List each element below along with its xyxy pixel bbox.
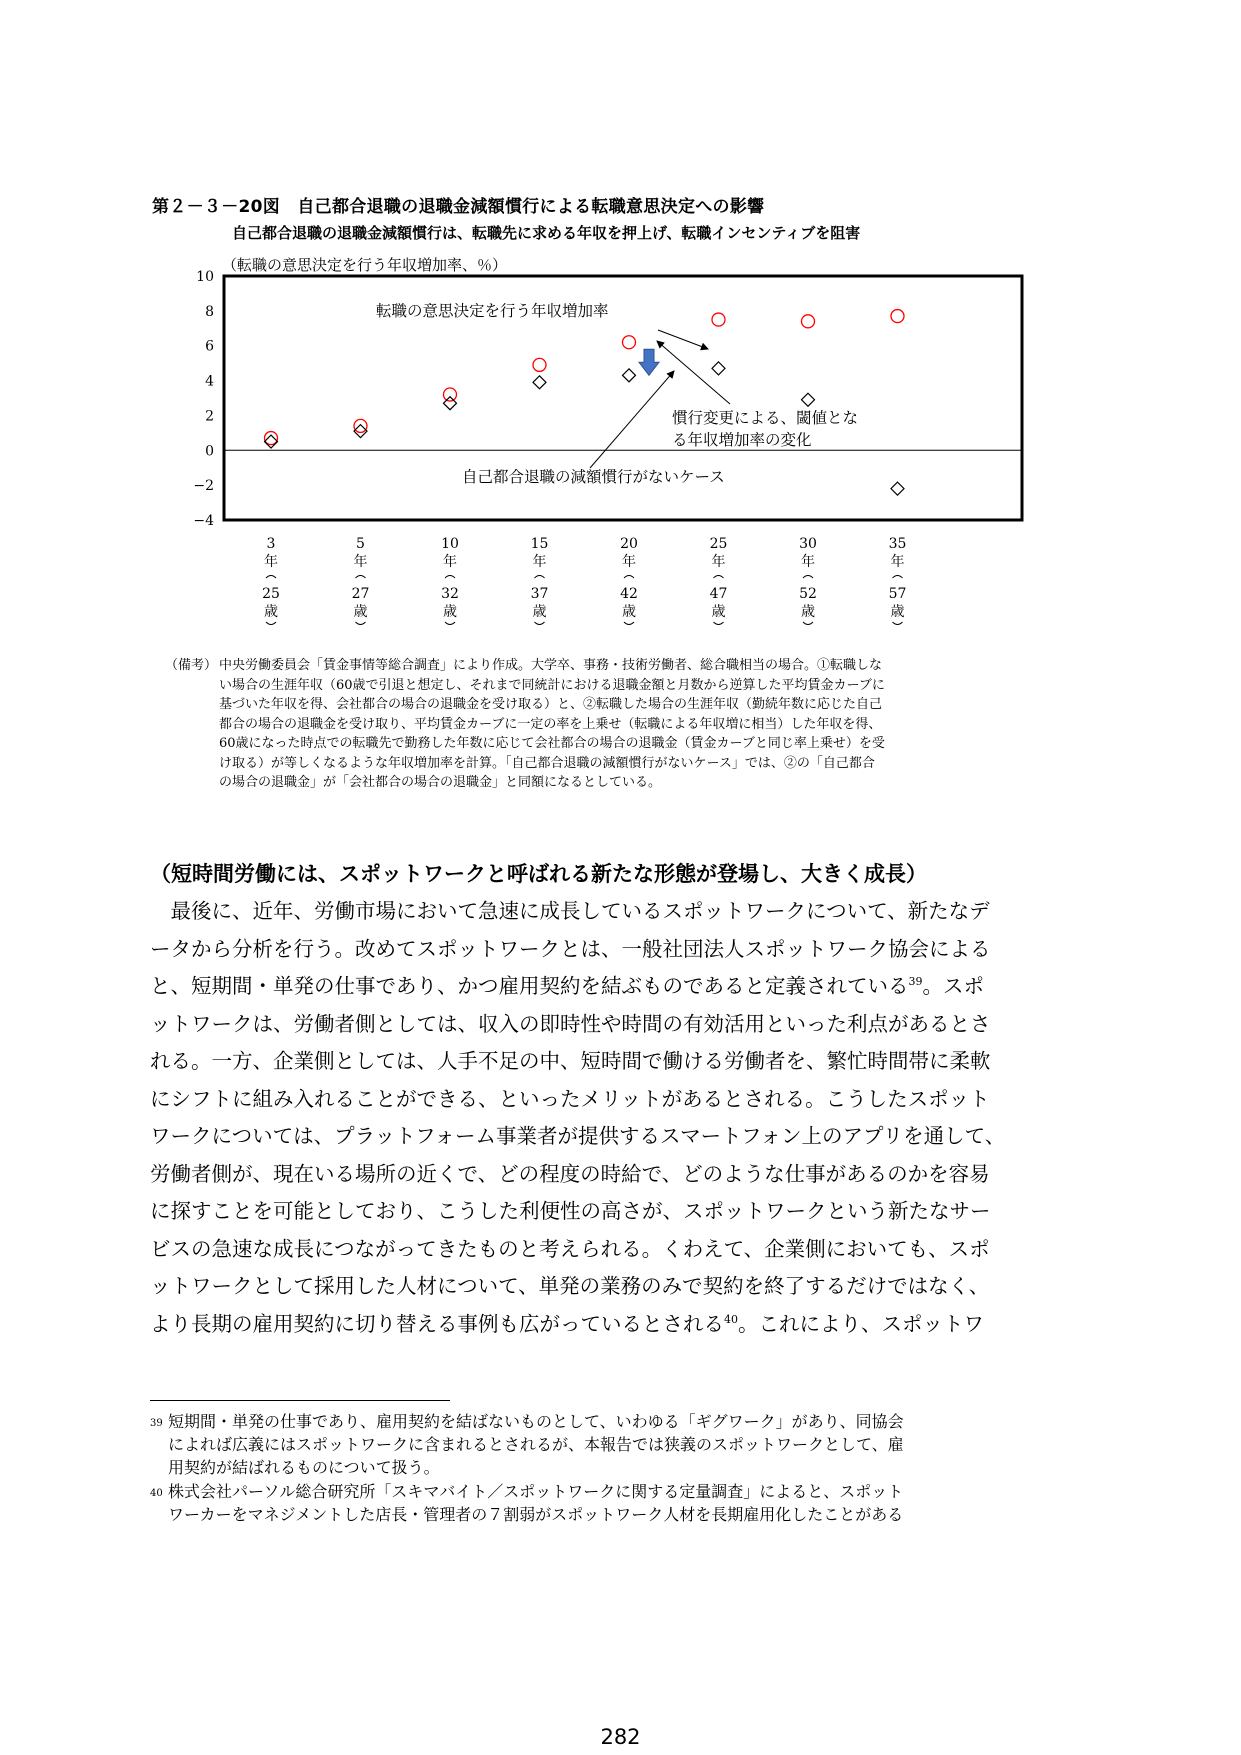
body-line: に探すことを可能としており、こうした利便性の高さが、スポットワークという新たなサー bbox=[150, 1199, 991, 1223]
y-tick-label: 8 bbox=[205, 303, 214, 320]
x-tick-paren-open bbox=[714, 576, 724, 579]
circle-point bbox=[802, 315, 815, 328]
x-tick-years: 3 bbox=[266, 536, 276, 552]
footnote-40 bbox=[150, 1480, 1110, 1526]
x-tick-unit: 年 bbox=[711, 554, 726, 570]
diamond-annotation-arrow bbox=[590, 371, 674, 468]
body-line-tail: 。これにより、スポットワ bbox=[738, 1311, 984, 1336]
x-tick-age-unit: 歳 bbox=[443, 604, 457, 620]
x-tick-years: 10 bbox=[441, 536, 459, 552]
body-line-tail: 。スポ bbox=[922, 974, 984, 998]
circle-point bbox=[265, 432, 278, 445]
diamond-point bbox=[712, 362, 725, 375]
x-tick-years: 15 bbox=[530, 536, 549, 552]
x-tick-age: 42 bbox=[620, 586, 638, 602]
diamond-point bbox=[533, 376, 546, 389]
figure-title: 第２－３－20図 自己都合退職の退職金減額慣行による転職意思決定への影響 bbox=[152, 197, 765, 217]
x-tick-age-unit: 歳 bbox=[353, 604, 368, 620]
x-tick-age: 57 bbox=[888, 586, 907, 602]
body-line: ビスの急速な成長につながってきたものと考えられる。くわえて、企業側においても、スポ bbox=[150, 1236, 990, 1261]
y-tick-label: −2 bbox=[193, 478, 214, 495]
footnote-number: 39 bbox=[150, 1418, 163, 1429]
body-line: ットワークとして採用した人材について、単発の業務のみで契約を終了するだけではなく、 bbox=[150, 1274, 990, 1298]
change-annotation-line-2: る年収増加率の変化 bbox=[672, 431, 812, 449]
x-tick-age: 47 bbox=[709, 586, 728, 602]
diamond-point bbox=[802, 393, 815, 406]
note-line: け取る）が等しくなるような年収増加率を計算。「自己都合退職の減額慣行がないケース」では、②の「自己都合 bbox=[219, 755, 875, 771]
y-tick-label: 4 bbox=[205, 373, 214, 390]
x-tick-paren-close bbox=[266, 622, 276, 625]
x-tick-unit: 年 bbox=[443, 554, 457, 570]
note-line: 60歳になった時点での転職先で勤務した年数に応じて会社都合の場合の退職金（賃金カーブと同じ率上乗せ）を受 bbox=[219, 736, 885, 751]
body-line: れる。一方、企業側としては、人手不足の中、短時間で働ける労働者を、繁忙時間帯に柔軟 bbox=[150, 1049, 991, 1073]
x-tick-paren-close bbox=[714, 622, 724, 625]
note-line: 基づいた年収を得、会社都合の場合の退職金を受け取る）と、②転職した場合の生涯年収（勤続年数に応じた自己 bbox=[219, 697, 883, 712]
change-block-arrow bbox=[639, 349, 659, 375]
diamond-point bbox=[265, 435, 278, 448]
x-tick-age: 52 bbox=[799, 586, 817, 602]
footnote-ref-39[interactable]: 39 bbox=[908, 975, 923, 988]
x-tick-paren-open bbox=[624, 576, 634, 579]
body-line bbox=[150, 968, 1110, 1006]
y-axis-label: （転職の意思決定を行う年収増加率、％） bbox=[222, 256, 508, 274]
body-line: にシフトに組み入れることができる、といったメリットがあるとされる。こうしたスポット bbox=[150, 1086, 990, 1111]
x-tick-unit: 年 bbox=[801, 554, 815, 570]
x-tick-paren-open bbox=[445, 576, 455, 579]
circle-point bbox=[712, 313, 725, 326]
x-tick-paren-open bbox=[893, 576, 903, 579]
footnote-line: 株式会社パーソル総合研究所「スキマバイト／スポットワークに関する定量調査」によると、スポット bbox=[168, 1482, 904, 1501]
footnote-divider bbox=[150, 1400, 450, 1401]
body-line bbox=[150, 1306, 1110, 1344]
body-line: ットワークは、労働者側としては、収入の即時性や時間の有効活用といった利点があるとさ bbox=[150, 1011, 991, 1036]
x-tick-age-unit: 歳 bbox=[890, 604, 905, 620]
x-tick-paren-close bbox=[803, 622, 813, 625]
x-tick-paren-open bbox=[356, 576, 366, 579]
body-line-text: と、短期間・単発の仕事であり、かつ雇用契約を結ぶものであると定義されている bbox=[150, 974, 909, 998]
x-tick-age-unit: 歳 bbox=[532, 604, 547, 620]
page-number: 282 bbox=[600, 1725, 641, 1749]
diamond-series-annotation: 自己都合退職の減額慣行がないケース bbox=[462, 468, 725, 486]
body-line: 最後に、近年、労働市場において急速に成長しているスポットワークについて、新たなデ bbox=[150, 899, 990, 923]
note-head: （備考） bbox=[165, 658, 218, 673]
x-tick-age: 25 bbox=[262, 586, 280, 602]
x-tick-paren-open bbox=[535, 576, 545, 579]
circle-point bbox=[533, 358, 546, 371]
x-tick-age-unit: 歳 bbox=[711, 604, 726, 620]
x-tick-unit: 年 bbox=[622, 554, 636, 570]
x-tick-unit: 年 bbox=[353, 554, 368, 570]
body-line-text: より長期の雇用契約に切り替える事例も広がっているとされる bbox=[150, 1311, 724, 1336]
body-line: ワークについては、プラットフォーム事業者が提供するスマートフォン上のアプリを通して、 bbox=[150, 1124, 1006, 1148]
x-tick-age-unit: 歳 bbox=[264, 604, 278, 620]
note-line: の場合の退職金」が「会社都合の場合の退職金」と同額になるとしている。 bbox=[219, 775, 662, 790]
y-tick-label: −4 bbox=[193, 513, 214, 529]
x-tick-paren-open bbox=[803, 576, 813, 579]
x-tick-age-unit: 歳 bbox=[801, 604, 815, 620]
footnote-line: によれば広義にはスポットワークに含まれるとされるが、本報告では狭義のスポットワークとして、雇 bbox=[168, 1435, 904, 1454]
footnote-line: 用契約が結ばれるものについて扱う。 bbox=[168, 1458, 440, 1477]
x-tick-age: 37 bbox=[530, 586, 549, 602]
footnote-39 bbox=[150, 1410, 1110, 1479]
scatter-chart bbox=[170, 250, 1030, 640]
note-line: い場合の生涯年収（60歳で引退と想定し、それまで同統計における退職金額と月数から逆算した平均賃金カーブに bbox=[219, 677, 885, 693]
y-tick-label: 0 bbox=[205, 443, 214, 460]
change-annotation-arrow bbox=[657, 341, 730, 404]
x-tick-unit: 年 bbox=[264, 554, 278, 570]
circle-point bbox=[891, 310, 904, 323]
footnote-line: ワーカーをマネジメントした店長・管理者の７割弱がスポットワーク人材を長期雇用化したことがある bbox=[168, 1505, 904, 1524]
circle-point bbox=[444, 388, 457, 401]
x-tick-years: 5 bbox=[356, 536, 365, 552]
circle-series-annotation: 転職の意思決定を行う年収増加率 bbox=[376, 302, 609, 320]
figure-subtitle: 自己都合退職の退職金減額慣行は、転職先に求める年収を押上げ、転職インセンティブを阻害 bbox=[232, 224, 861, 242]
x-tick-unit: 年 bbox=[532, 554, 547, 570]
diamond-point bbox=[891, 482, 904, 495]
x-tick-paren-close bbox=[445, 622, 455, 625]
change-annotation-line-1: 慣行変更による、閾値とな bbox=[672, 409, 859, 427]
x-tick-paren-close bbox=[356, 622, 366, 625]
y-tick-label: 10 bbox=[196, 269, 214, 285]
body-line: 労働者側が、現在いる場所の近くで、どの程度の時給で、どのような仕事があるのかを容易 bbox=[150, 1161, 990, 1186]
figure-note bbox=[165, 656, 1085, 793]
body-text bbox=[150, 893, 1110, 1343]
x-tick-paren-close bbox=[535, 622, 545, 625]
footnote-number: 40 bbox=[150, 1488, 163, 1499]
footnote-ref-40[interactable]: 40 bbox=[724, 1312, 738, 1326]
note-line: 都合の場合の退職金を受け取り、平均賃金カーブに一定の率を上乗せ（転職による年収増に相当）した年収を得、 bbox=[219, 716, 882, 732]
section-heading: （短時間労働には、スポットワークと呼ばれる新たな形態が登場し、大きく成長） bbox=[150, 862, 927, 886]
x-tick-unit: 年 bbox=[890, 554, 905, 570]
x-tick-age: 27 bbox=[351, 586, 370, 602]
x-tick-years: 35 bbox=[888, 536, 907, 552]
x-tick-years: 20 bbox=[620, 536, 638, 552]
circle-point bbox=[354, 419, 367, 432]
x-tick-years: 30 bbox=[799, 536, 817, 552]
diamond-point bbox=[623, 369, 636, 382]
x-tick-paren-close bbox=[893, 622, 903, 625]
y-tick-label: 6 bbox=[205, 338, 214, 355]
x-tick-paren-open bbox=[266, 576, 276, 579]
x-tick-paren-close bbox=[624, 622, 634, 625]
footnote-line: 短期間・単発の仕事であり、雇用契約を結ばないものとして、いわゆる「ギグワーク」があり、同協会 bbox=[168, 1412, 904, 1431]
x-tick-age: 32 bbox=[441, 586, 459, 602]
body-line: ータから分析を行う。改めてスポットワークとは、一般社団法人スポットワーク協会による bbox=[150, 936, 991, 961]
x-tick-age-unit: 歳 bbox=[622, 604, 636, 620]
circle-point bbox=[623, 336, 636, 349]
circle-annotation-arrow bbox=[658, 330, 708, 349]
x-tick-years: 25 bbox=[709, 536, 728, 552]
note-line: 中央労働委員会「賃金事情等総合調査」により作成。大学卒、事務・技術労働者、総合職相当の場合。①転職しな bbox=[219, 658, 883, 673]
y-tick-label: 2 bbox=[205, 408, 214, 425]
